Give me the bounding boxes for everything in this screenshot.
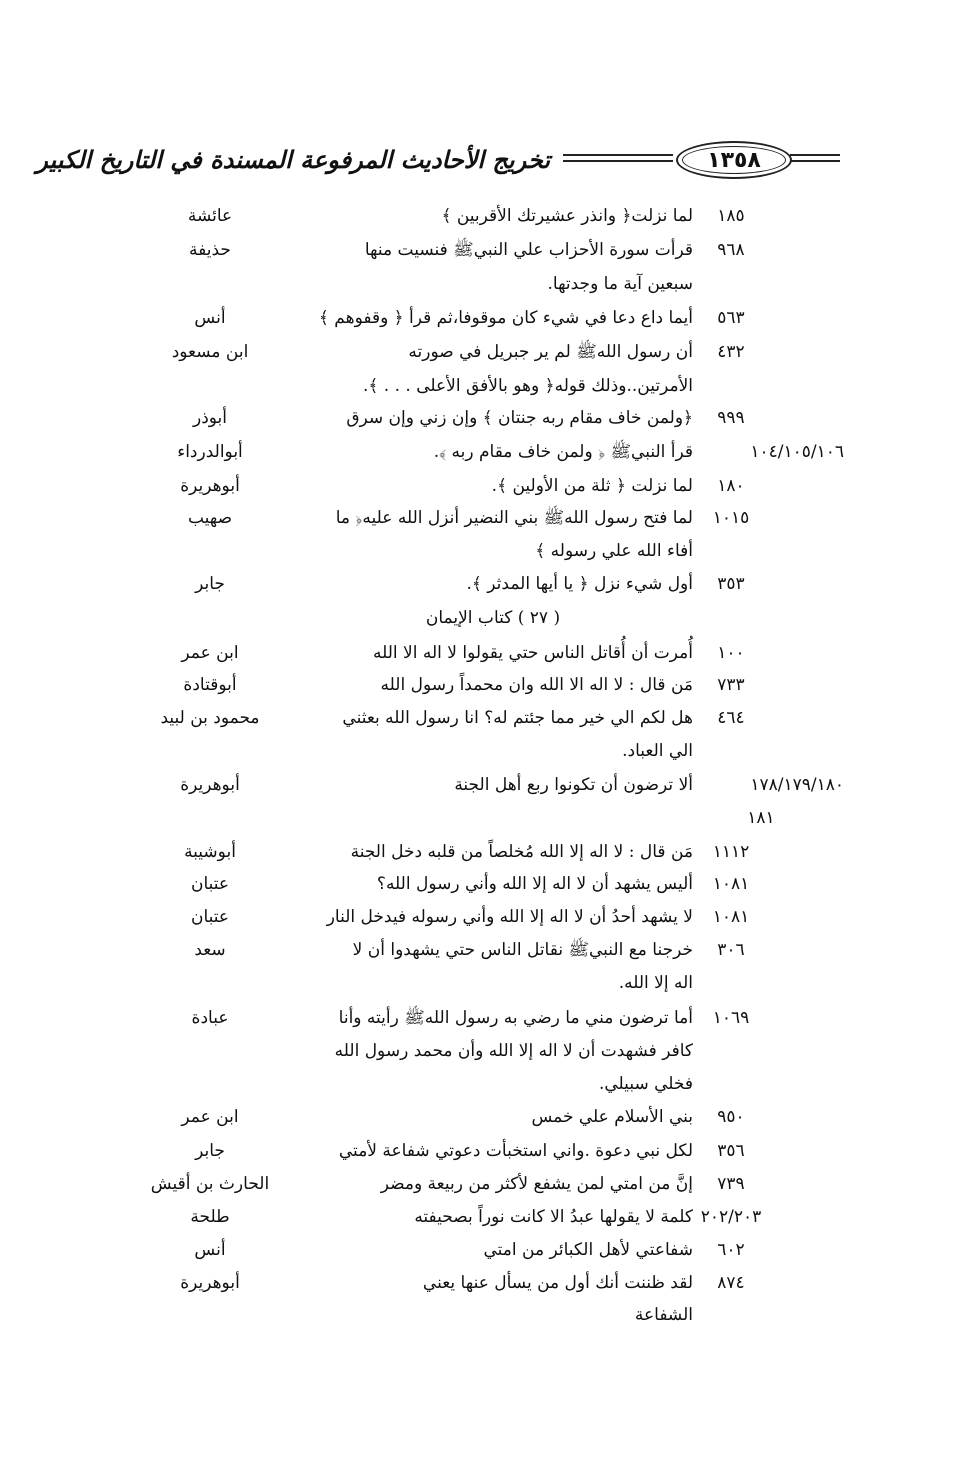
hadith-text: شفاعتي لأهل الكبائر من امتي: [483, 1240, 693, 1260]
narrator: عتبان: [190, 874, 230, 894]
hadith-number: ٥٦٣: [717, 308, 745, 328]
hadith-text: أما ترضون مني ما رضي به رسول اللهﷺ رأيته وأنا: [338, 1008, 693, 1028]
hadith-text-continuation: الأمرتين..وذلك قوله﴿ وهو بالأفق الأعلى . . . ﴾.: [363, 376, 693, 396]
hadith-text: لما فتح رسول اللهﷺ بني النضير أنزل الله عليه﴿ ما: [335, 508, 693, 528]
page-number-ornament: [676, 141, 792, 179]
hadith-text: ألا ترضون أن تكونوا ربع أهل الجنة: [454, 775, 693, 795]
hadith-text: هل لكم الي خير مما جئتم له؟ انا رسول الله بعثني: [342, 708, 693, 728]
hadith-text: مَن قال : لا اله الا الله وان محمداً رسول الله: [380, 675, 693, 695]
hadith-number: ٣٥٣: [717, 574, 745, 594]
narrator: عتبان: [190, 907, 230, 927]
hadith-text-continuation: سبعين آية ما وجدتها.: [547, 274, 693, 294]
hadith-text: ﴿ولمن خاف مقام ربه جنتان ﴾ وإن زني وإن سرق: [346, 408, 693, 428]
narrator: ابن عمر: [181, 643, 239, 663]
hadith-number: ١١١٢: [712, 842, 750, 862]
hadith-number: ١٠٤/١٠٥/١٠٦: [750, 442, 844, 462]
hadith-number: ٦٠٢: [717, 1240, 745, 1260]
hadith-text: خرجنا مع النبيﷺ نقاتل الناس حتي يشهدوا أن لا: [352, 940, 693, 960]
hadith-text-continuation: فخلي سبيلي.: [598, 1074, 693, 1094]
hadith-number: ٩٩٩: [717, 408, 745, 428]
narrator: جابر: [195, 574, 225, 594]
narrator: ابن عمر: [181, 1107, 239, 1127]
hadith-text: أيما داع دعا في شيء كان موقوفا،ثم قرأ ﴿ وقفوهم ﴾: [318, 308, 693, 328]
hadith-text: قرأت سورة الأحزاب علي النبيﷺ فنسيت منها: [364, 240, 693, 260]
hadith-number: ٤٦٤: [717, 708, 745, 728]
narrator: أنس: [194, 308, 226, 328]
hadith-text: أُمرت أن أُقاتل الناس حتي يقولوا لا اله الا الله: [372, 643, 693, 663]
hadith-text-continuation: الشفاعة: [634, 1305, 693, 1325]
hadith-number: ٨٧٤: [717, 1273, 745, 1293]
hadith-number: ١٧٨/١٧٩/١٨٠: [750, 775, 844, 795]
hadith-text: لا يشهد أحدُ أن لا اله إلا الله وأني رسوله فيدخل النار: [326, 907, 693, 927]
hadith-number: ٣٥٦: [717, 1141, 745, 1161]
hadith-text-continuation: اله إلا الله.: [618, 973, 693, 993]
page-number: ١٣٥٨: [682, 146, 786, 174]
hadith-text: قرأ النبيﷺ ﴿ ولمن خاف مقام ربه ﴾.: [433, 442, 693, 462]
section-heading: ( ٢٧ ) كتاب الإيمان: [425, 608, 561, 628]
header-rule: [563, 154, 673, 156]
narrator: الحارث بن أقيش: [150, 1174, 270, 1194]
hadith-text: أن رسول اللهﷺ لم ير جبريل في صورته: [408, 342, 693, 362]
narrator: جابر: [195, 1141, 225, 1161]
hadith-text-continuation: كافر فشهدت أن لا اله إلا الله وأن محمد رسول الله: [334, 1041, 693, 1061]
hadith-number: ١٨٠: [717, 476, 745, 496]
narrator: أبوقتادة: [183, 675, 237, 695]
hadith-number: ١٠٦٩: [712, 1008, 750, 1028]
narrator: أبوذر: [192, 408, 228, 428]
hadith-number: ٩٦٨: [717, 240, 745, 260]
hadith-number: ٧٣٣: [717, 675, 745, 695]
narrator: ابن مسعود: [171, 342, 249, 362]
narrator: أبوهريرة: [180, 775, 240, 795]
hadith-text: لما نزلت﴿ وانذر عشيرتك الأقربين ﴾: [441, 206, 693, 226]
narrator: سعد: [194, 940, 226, 960]
hadith-text: أول شيء نزل ﴿ يا أيها المدثر ﴾.: [466, 574, 693, 594]
hadith-number: ١٠٠: [717, 643, 745, 663]
hadith-text: كلمة لا يقولها عبدُ الا كانت نوراً بصحيفته: [414, 1207, 693, 1227]
hadith-text: لكل نبي دعوة .واني استخبأت دعوتي شفاعة لأمتي: [338, 1141, 693, 1161]
running-header-title: تخريج الأحاديث المرفوعة المسندة في التاريخ الكبير: [36, 145, 550, 174]
hadith-number-continuation: ١٨١: [747, 808, 775, 828]
narrator: حذيفة: [189, 240, 231, 260]
narrator: أبوهريرة: [180, 1273, 240, 1293]
hadith-text: لما نزلت ﴿ ثلة من الأولين ﴾.: [491, 476, 693, 496]
hadith-number: ٢٠٢/٢٠٣: [700, 1207, 762, 1227]
hadith-number: ٩٥٠: [717, 1107, 745, 1127]
hadith-text-continuation: أفاء الله علي رسوله ﴾: [535, 541, 693, 561]
narrator: أبوالدرداء: [177, 442, 243, 462]
narrator: محمود بن لبيد: [160, 708, 260, 728]
narrator: صهيب: [187, 508, 233, 528]
header-rule: [790, 154, 840, 156]
hadith-number: ٤٣٢: [717, 342, 745, 362]
hadith-number: ١٠٨١: [712, 874, 750, 894]
hadith-text: لقد ظننت أنك أول من يسأل عنها يعني: [422, 1273, 693, 1293]
hadith-text: أليس يشهد أن لا اله إلا الله وأني رسول الله؟: [376, 874, 693, 894]
narrator: عبادة: [191, 1008, 229, 1028]
hadith-number: ١٨٥: [717, 206, 745, 226]
narrator: أبوشيبة: [184, 842, 236, 862]
narrator: عائشة: [187, 206, 233, 226]
hadith-text-continuation: الي العباد.: [622, 741, 693, 761]
narrator: طلحة: [190, 1207, 230, 1227]
hadith-number: ٣٠٦: [717, 940, 745, 960]
hadith-text: إنَّ من امتي لمن يشفع لأكثر من ربيعة ومضر: [380, 1174, 693, 1194]
hadith-number: ٧٣٩: [717, 1174, 745, 1194]
hadith-number: ١٠١٥: [712, 508, 750, 528]
hadith-text: بني الأسلام علي خمس: [531, 1107, 693, 1127]
hadith-text: مَن قال : لا اله إلا الله مُخلصاً من قلبه دخل الجنة: [350, 842, 693, 862]
hadith-number: ١٠٨١: [712, 907, 750, 927]
narrator: أنس: [194, 1240, 226, 1260]
header-rule: [563, 160, 673, 162]
narrator: أبوهريرة: [180, 476, 240, 496]
header-rule: [790, 160, 840, 162]
